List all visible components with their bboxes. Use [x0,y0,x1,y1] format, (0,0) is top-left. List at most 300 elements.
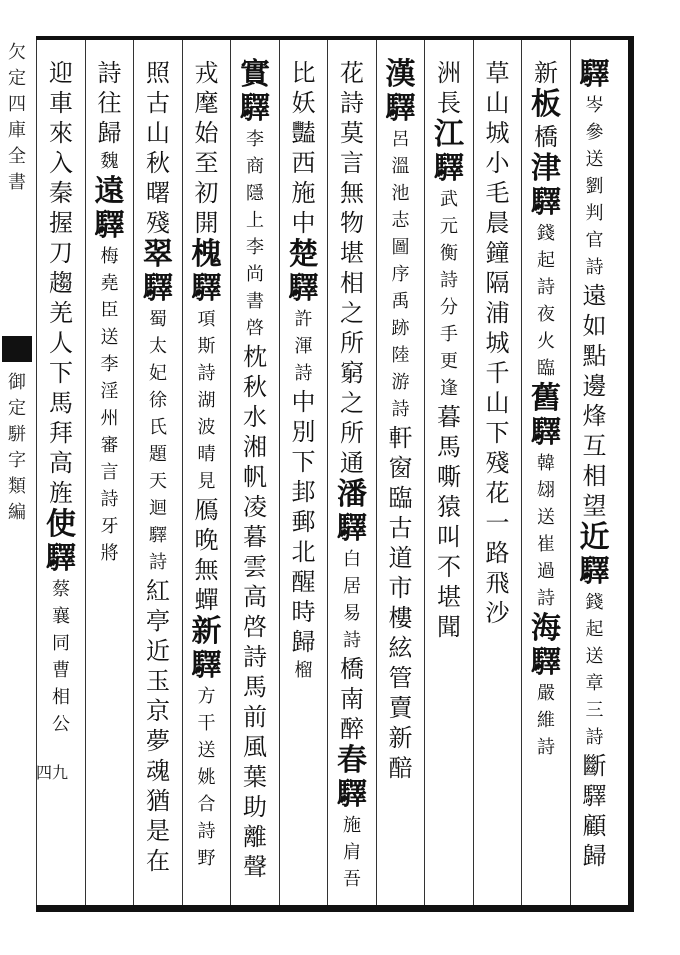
text-char: 凌 [243,493,267,521]
annotation-char: 肩 [343,842,361,863]
text-char: 如 [582,312,607,340]
annotation-char: 維 [537,710,555,731]
headword-char: 實 [240,57,270,92]
annotation-char: 晴 [197,444,216,465]
headword-char: 驛 [143,271,173,306]
text-char: 初 [194,179,219,207]
text-char: 嘶 [437,463,461,491]
headword-char: 驛 [579,554,610,589]
text-char: 相 [340,269,364,297]
text-char: 拜 [49,419,73,447]
annotation-char: 同 [52,633,70,654]
annotation-char: 波 [197,417,216,438]
text-char: 京 [146,697,170,725]
text-char: 古 [146,89,170,117]
text-char: 莫 [340,119,364,147]
annotation-char: 梅 [100,246,119,267]
text-char: 秋 [146,149,170,177]
text-char: 烽 [582,402,607,430]
text-char: 戎 [194,59,219,87]
text-char: 秋 [243,373,267,401]
annotation-char: 將 [100,543,119,564]
text-char: 驛 [582,782,607,810]
margin-book-title [2,370,32,526]
annotation-char: 起 [585,619,604,640]
annotation-char: 襄 [52,606,70,627]
headword-char: 海 [531,611,561,646]
annotation-char: 圖 [391,237,410,258]
text-char: 詩 [97,59,122,87]
text-char: 軒 [388,424,413,452]
text-char: 在 [146,847,170,875]
headword-char: 使 [46,507,76,542]
text-char: 中 [291,209,316,237]
text-char: 點 [582,342,607,370]
annotation-char: 送 [585,149,604,170]
annotation-char: 送 [585,646,604,667]
annotation-char: 干 [197,713,216,734]
annotation-char: 上 [246,210,264,231]
text-char: 離 [243,823,267,851]
text-char: 賣 [388,694,413,722]
text-char: 亭 [146,607,170,635]
text-char: 橋 [340,655,364,683]
annotation-char: 錢 [537,223,555,244]
annotation-char: 書 [246,291,264,312]
annotation-char: 分 [440,297,458,318]
annotation-char: 淫 [100,381,119,402]
annotation-char: 李 [100,354,119,375]
headword-char: 津 [531,151,561,186]
text-column [237,58,273,882]
text-char: 車 [49,89,73,117]
text-char: 歸 [582,842,607,870]
text-char: 暮 [243,523,267,551]
text-char: 晨 [485,209,510,237]
headword-char: 驛 [94,208,125,243]
text-char: 下 [49,359,73,387]
text-char: 山 [485,389,510,417]
annotation-char: 池 [391,183,410,204]
annotation-char: 過 [537,561,555,582]
text-char: 鴈 [194,496,219,524]
text-column [43,58,79,738]
annotation-char: 詩 [391,399,410,420]
annotation-char: 野 [197,848,216,869]
annotation-char: 逢 [440,378,458,399]
annotation-char: 李 [246,129,264,150]
annotation-char: 詩 [149,552,167,573]
annotation-char: 起 [537,250,555,271]
annotation-char: 居 [343,576,361,597]
text-char: 助 [243,793,267,821]
annotation-char: 志 [391,210,410,231]
text-char: 馬 [49,389,73,417]
text-char: 湘 [243,433,267,461]
text-char: 往 [97,89,122,117]
text-column [431,58,467,642]
annotation-char: 詩 [343,630,361,651]
text-char: 啓 [243,613,267,641]
annotation-char: 錢 [585,592,604,613]
annotation-char: 詩 [197,363,216,384]
annotation-char: 徐 [149,390,167,411]
text-char: 物 [340,209,364,237]
text-char: 蟬 [194,586,219,614]
text-char: 秦 [49,179,73,207]
text-char: 馬 [437,433,461,461]
text-char: 夢 [146,727,170,755]
text-char: 叫 [437,523,461,551]
annotation-char: 易 [343,603,361,624]
annotation-char: 方 [197,686,216,707]
text-char: 相 [582,462,607,490]
margin-book-char: 編 [8,502,26,523]
headword-char: 驛 [288,271,319,306]
headword-char: 驛 [191,648,222,683]
margin-book-char: 字 [8,450,26,471]
text-char: 迎 [49,59,73,87]
frame-top-border [36,36,634,40]
text-column [189,58,225,872]
text-char: 互 [582,432,607,460]
text-char: 麾 [194,89,219,117]
text-char: 旌 [49,479,73,507]
annotation-char: 詩 [585,257,604,278]
text-char: 花 [340,59,364,87]
text-char: 浦 [485,299,510,327]
annotation-char: 審 [100,435,119,456]
text-char: 堪 [340,239,364,267]
margin-book-char: 駢 [8,424,26,445]
annotation-char: 詩 [585,727,604,748]
margin-title [2,40,32,196]
text-char: 時 [291,598,316,626]
text-char: 市 [388,574,413,602]
annotation-char: 氏 [149,417,167,438]
text-char: 帆 [243,463,267,491]
annotation-char: 魏 [100,151,119,172]
text-char: 樓 [388,604,413,632]
annotation-char: 牙 [100,516,119,537]
text-char: 所 [340,419,364,447]
text-char: 隔 [485,269,510,297]
text-char: 山 [146,119,170,147]
annotation-char: 章 [585,673,604,694]
annotation-char: 嚴 [537,683,555,704]
text-char: 橋 [534,123,558,151]
column-rule [570,40,571,905]
annotation-char: 詩 [197,821,216,842]
margin-book-char: 定 [8,398,26,419]
text-char: 望 [582,492,607,520]
text-char: 一 [485,509,510,537]
text-char: 路 [485,539,510,567]
headword-char: 舊 [531,381,561,416]
text-char: 曙 [146,179,170,207]
annotation-char: 太 [149,336,167,357]
annotation-char: 李 [246,237,264,258]
text-char: 草 [485,59,510,87]
text-char: 雲 [243,553,267,581]
margin-tab-marker [2,336,32,362]
text-char: 顧 [582,812,607,840]
text-char: 無 [194,556,219,584]
annotation-char: 尚 [246,264,264,285]
page-margin [2,40,32,910]
headword-char: 楚 [288,237,319,272]
text-char: 詩 [340,89,364,117]
annotation-char: 見 [197,471,216,492]
text-char: 醒 [291,568,316,596]
text-char: 人 [49,329,73,357]
annotation-char: 劉 [585,176,604,197]
text-char: 刀 [49,239,73,267]
annotation-char: 驛 [149,525,167,546]
text-char: 魂 [146,757,170,785]
text-char: 窗 [388,454,413,482]
annotation-char: 詩 [537,277,555,298]
text-char: 枕 [243,343,267,371]
annotation-char: 禹 [391,291,410,312]
annotation-char: 迴 [149,498,167,519]
headword-char: 潘 [337,477,367,512]
annotation-char: 臣 [100,300,119,321]
annotation-char: 元 [440,216,458,237]
annotation-char: 三 [585,700,604,721]
text-char: 通 [340,449,364,477]
annotation-char: 送 [100,327,119,348]
margin-title-char: 書 [8,172,26,193]
annotation-char: 曹 [52,660,70,681]
text-char: 中 [291,388,316,416]
annotation-char: 榴 [294,660,313,681]
annotation-char: 合 [197,794,216,815]
headword-char: 遠 [94,174,125,209]
text-char: 下 [291,448,316,476]
column-rule [279,40,280,905]
margin-book-char: 御 [8,372,26,393]
text-char: 前 [243,703,267,731]
annotation-char: 衡 [440,243,458,264]
frame-bottom-border [36,905,634,912]
text-char: 下 [485,419,510,447]
text-char: 紅 [146,577,170,605]
text-char: 水 [243,403,267,431]
headword-char: 春 [337,743,367,778]
column-rule [521,40,522,905]
text-char: 歸 [97,119,122,147]
text-char: 暮 [437,403,461,431]
text-char: 絃 [388,634,413,662]
annotation-char: 更 [440,351,458,372]
text-char: 之 [340,299,364,327]
text-char: 郵 [291,508,316,536]
text-char: 沙 [485,599,510,627]
text-char: 殘 [485,449,510,477]
annotation-char: 吾 [343,869,361,890]
text-char: 晚 [194,526,219,554]
headword-char: 驛 [46,541,76,576]
text-char: 猿 [437,493,461,521]
text-char: 妖 [291,89,316,117]
column-rule [133,40,134,905]
text-char: 握 [49,209,73,237]
text-char: 高 [49,449,73,477]
folio-number: 四九 [36,763,69,782]
text-char: 近 [146,637,170,665]
headword-char: 驛 [191,271,222,306]
annotation-char: 手 [440,324,458,345]
text-column [528,58,564,761]
margin-title-char: 四 [8,94,26,115]
annotation-char: 天 [149,471,167,492]
text-char: 之 [340,389,364,417]
annotation-char: 許 [294,309,313,330]
text-char: 高 [243,583,267,611]
headword-char: 驛 [337,777,367,812]
headword-char: 驛 [240,91,270,126]
headword-char: 近 [579,520,610,555]
headword-char: 翠 [143,237,173,272]
text-char: 管 [388,664,413,692]
text-column [577,58,613,871]
annotation-char: 姚 [197,767,216,788]
annotation-char: 送 [537,507,555,528]
annotation-char: 武 [440,189,458,210]
text-char: 別 [291,418,316,446]
text-char: 遠 [582,282,607,310]
text-char: 言 [340,149,364,177]
annotation-char: 官 [585,230,604,251]
annotation-char: 岑 [585,95,604,116]
text-char: 南 [340,685,364,713]
text-char: 千 [485,359,510,387]
annotation-char: 崔 [537,534,555,555]
text-char: 邽 [291,478,316,506]
text-char: 醅 [388,754,413,782]
annotation-char: 臨 [537,358,555,379]
annotation-char: 詩 [100,489,119,510]
text-char: 不 [437,553,461,581]
margin-title-char: 庫 [8,120,26,141]
annotation-char: 呂 [391,129,410,150]
text-char: 斷 [582,752,607,780]
text-column [383,58,419,783]
column-rule [376,40,377,905]
headword-char: 漢 [385,57,416,92]
margin-title-char: 定 [8,68,26,89]
text-char: 山 [485,89,510,117]
annotation-char: 白 [343,549,361,570]
text-char: 城 [485,329,510,357]
text-column [480,58,516,628]
column-rule [85,40,86,905]
annotation-char: 詩 [537,737,555,758]
text-char: 古 [388,514,413,542]
text-char: 趨 [49,269,73,297]
headword-char: 驛 [531,185,561,220]
text-char: 毛 [485,179,510,207]
annotation-char: 詩 [294,363,313,384]
text-char: 照 [146,59,170,87]
frame-right-border [628,36,634,912]
annotation-char: 堯 [100,273,119,294]
headword-char: 驛 [579,57,610,92]
text-char: 堪 [437,583,461,611]
text-char: 所 [340,329,364,357]
column-rule [424,40,425,905]
annotation-char: 蔡 [52,579,70,600]
annotation-char: 言 [100,462,119,483]
text-char: 來 [49,119,73,147]
column-rule [182,40,183,905]
annotation-char: 題 [149,444,167,465]
text-char: 豔 [291,119,316,147]
text-char: 至 [194,149,219,177]
headword-char: 驛 [337,511,367,546]
annotation-char: 詩 [537,588,555,609]
text-char: 聲 [243,853,267,881]
text-char: 入 [49,149,73,177]
text-char: 馬 [243,673,267,701]
text-char: 比 [291,59,316,87]
annotation-char: 送 [197,740,216,761]
margin-title-char: 欠 [8,42,26,63]
margin-book-char: 類 [8,476,26,497]
text-column [140,58,176,876]
text-column [92,58,128,567]
text-char: 道 [388,544,413,572]
text-char: 殘 [146,209,170,237]
text-char: 城 [485,119,510,147]
column-rule [473,40,474,905]
text-char: 邊 [582,372,607,400]
text-char: 花 [485,479,510,507]
headword-char: 板 [531,87,561,122]
annotation-char: 州 [100,408,119,429]
text-char: 洲 [437,59,461,87]
annotation-char: 項 [197,309,216,330]
text-char: 玉 [146,667,170,695]
annotation-char: 渾 [294,336,313,357]
annotation-char: 詩 [440,270,458,291]
column-rule [327,40,328,905]
text-char: 歸 [291,628,316,656]
text-char: 醉 [340,715,364,743]
headword-char: 驛 [531,415,561,450]
text-char: 無 [340,179,364,207]
headword-char: 驛 [531,645,561,680]
text-char: 羌 [49,299,73,327]
annotation-char: 參 [585,122,604,143]
text-char: 窮 [340,359,364,387]
annotation-char: 韓 [537,453,555,474]
headword-char: 驛 [385,91,416,126]
text-char: 猶 [146,787,170,815]
text-char: 西 [291,149,316,177]
text-char: 鐘 [485,239,510,267]
text-char: 飛 [485,569,510,597]
text-char: 始 [194,119,219,147]
column-rule [230,40,231,905]
annotation-char: 啓 [246,318,264,339]
annotation-char: 湖 [197,390,216,411]
text-char: 詩 [243,643,267,671]
annotation-char: 游 [391,372,410,393]
annotation-char: 跡 [391,318,410,339]
annotation-char: 判 [585,203,604,224]
